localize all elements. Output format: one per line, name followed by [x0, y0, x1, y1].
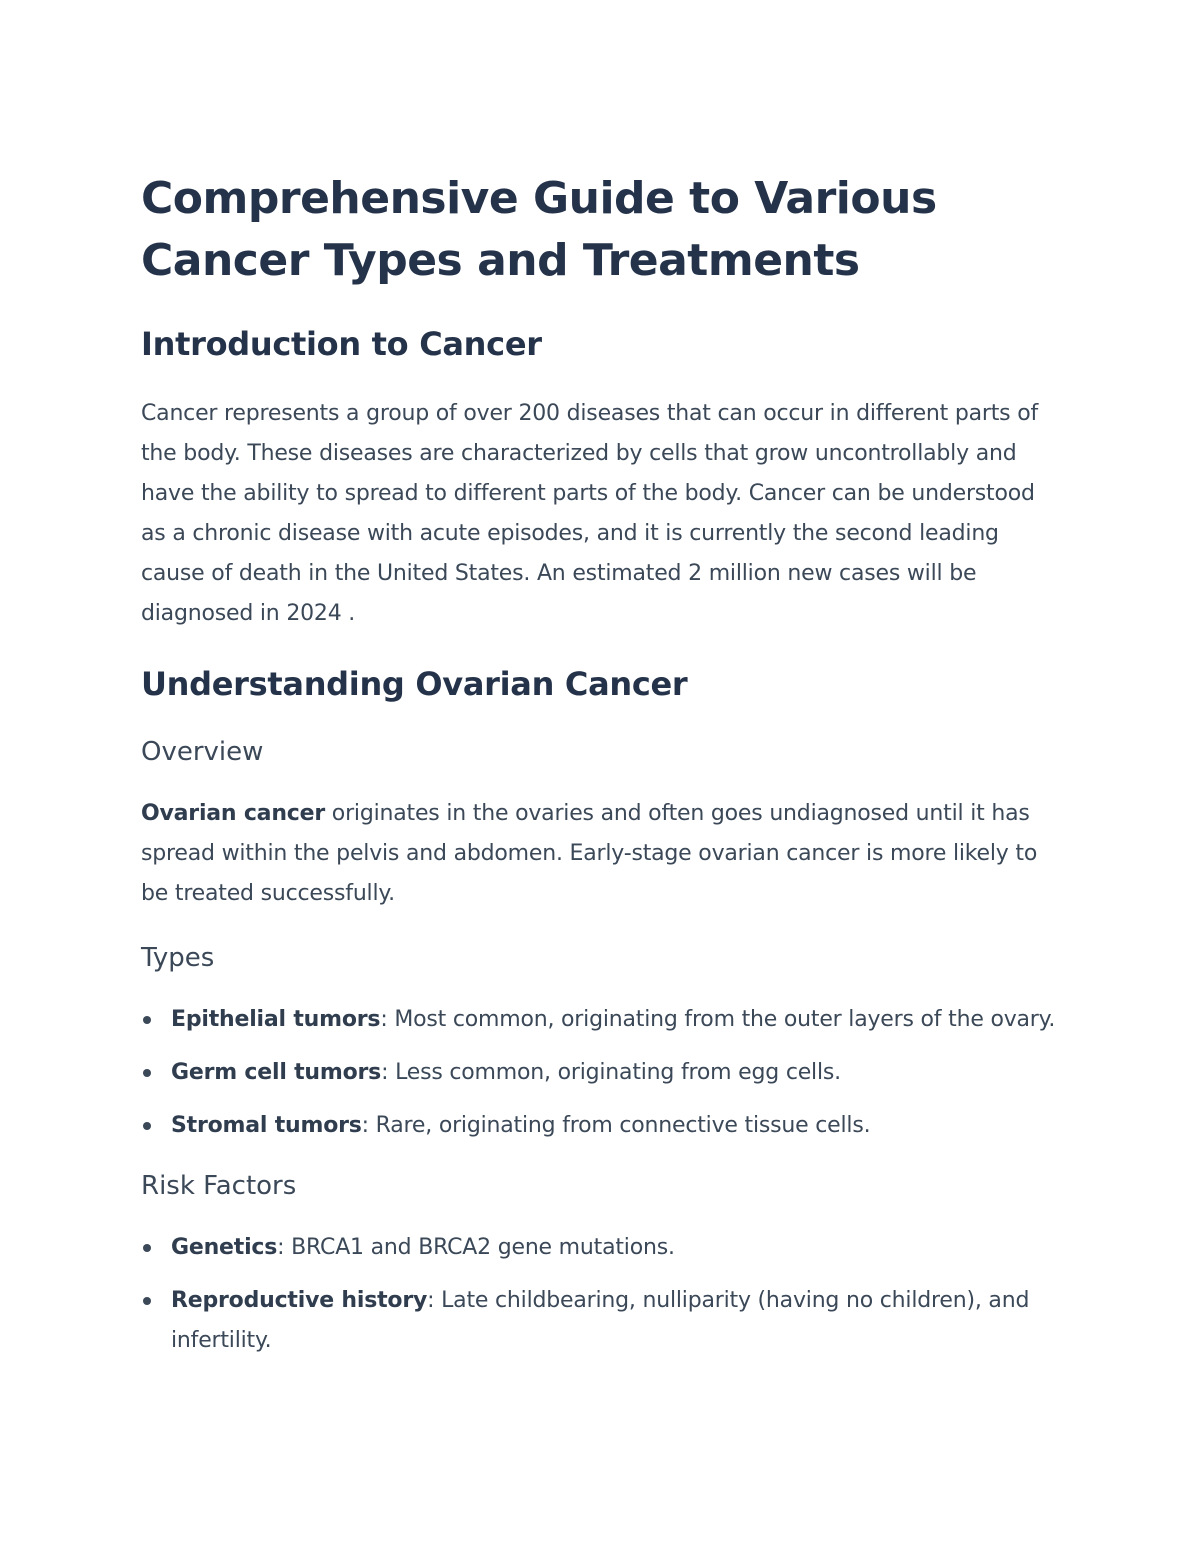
overview-text: originates in the ovaries and often goes undiagnosed until it has spread within the pelvis and abdomen. Early-stage ovarian cancer is more likely to be treated successfully.	[141, 801, 1038, 906]
bullet-icon	[143, 1016, 151, 1024]
list-item-term: Stromal tumors	[171, 1113, 362, 1138]
bullet-icon	[143, 1297, 151, 1305]
types-heading: Types	[141, 943, 215, 973]
bullet-icon	[143, 1069, 151, 1077]
list-item-term: Genetics	[171, 1235, 278, 1260]
list-item	[141, 1281, 1066, 1361]
list-item-desc: : Rare, originating from connective tissue cells.	[361, 1113, 871, 1138]
risk-factors-heading: Risk Factors	[141, 1171, 297, 1201]
list-item-desc: : Less common, originating from egg cells.	[381, 1060, 841, 1085]
list-item	[141, 1228, 1066, 1268]
types-list	[141, 1000, 1066, 1146]
overview-heading: Overview	[141, 737, 264, 767]
list-item-desc: : Most common, originating from the outer layers of the ovary.	[380, 1007, 1056, 1032]
list-item-desc: : BRCA1 and BRCA2 gene mutations.	[277, 1235, 675, 1260]
document-title: Comprehensive Guide to Various Cancer Types and Treatments	[141, 173, 937, 286]
document-page	[141, 168, 1066, 1374]
list-item-term: Epithelial tumors	[171, 1007, 381, 1032]
list-item	[141, 1000, 1066, 1040]
intro-heading: Introduction to Cancer	[141, 325, 542, 363]
ovarian-heading: Understanding Ovarian Cancer	[141, 665, 688, 703]
bullet-icon	[143, 1244, 151, 1252]
overview-lead-term: Ovarian cancer	[141, 801, 326, 826]
overview-paragraph	[141, 794, 1066, 914]
bullet-icon	[143, 1122, 151, 1130]
intro-paragraph: Cancer represents a group of over 200 diseases that can occur in different parts of the body. These diseases are characterized by cells that grow uncontrollably and have the ability to spread to different parts of the body. Cancer can be understood as a chronic disease with acute episodes, and it is currently the second leading cause of death in the United States. An estimated 2 million new cases will be diagnosed in 2024 .	[141, 401, 1039, 626]
list-item-term: Reproductive history	[171, 1288, 428, 1313]
risk-factors-list	[141, 1228, 1066, 1361]
list-item	[141, 1106, 1066, 1146]
list-item	[141, 1053, 1066, 1093]
list-item-desc: : Late childbearing, nulliparity (having no children), and infertility.	[171, 1288, 1030, 1353]
list-item-term: Germ cell tumors	[171, 1060, 382, 1085]
